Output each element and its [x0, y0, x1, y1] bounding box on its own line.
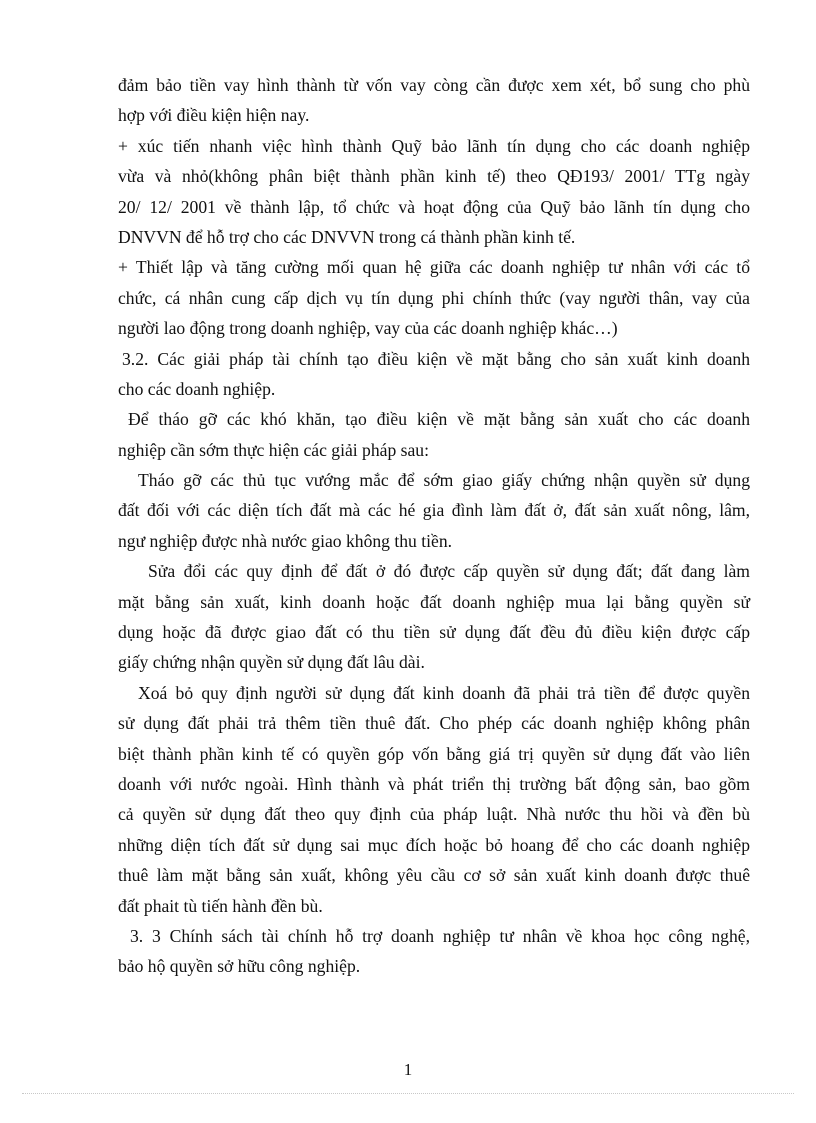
text-line: 3. 3 Chính sách tài chính hỗ trợ doanh nghiệp tư nhân về khoa học công nghệ, [130, 925, 750, 946]
text-line: Sửa đổi các quy định để đất ở đó được cấp quyền sử dụng đất; đất đang làm [148, 561, 750, 582]
body-text [118, 70, 750, 982]
text-line: bảo hộ quyền sở hữu công nghiệp. [118, 956, 361, 977]
text-line: cả quyền sử dụng đất theo quy định của pháp luật. Nhà nước thu hồi và đền bù [118, 804, 750, 825]
text-line: giấy chứng nhận quyền sử dụng đất lâu dài. [118, 652, 425, 673]
text-line: + xúc tiến nhanh việc hình thành Quỹ bảo lãnh tín dụng cho các doanh nghiệp [118, 135, 750, 156]
footer-divider [22, 1093, 794, 1094]
text-line: biệt thành phần kinh tế có quyền góp vốn bằng giá trị quyền sử dụng đất vào liên [118, 743, 750, 764]
text-line: + Thiết lập và tăng cường mối quan hệ giữa các doanh nghiệp tư nhân với các tổ [118, 257, 750, 278]
text-line: hợp với điều kiện hiện nay. [118, 105, 310, 126]
text-line: ngư nghiệp được nhà nước giao không thu tiền. [118, 530, 453, 551]
text-line: vừa và nhỏ(không phân biệt thành phần kinh tế) theo QĐ193/ 2001/ TTg ngày [118, 166, 750, 187]
text-line: Tháo gỡ các thủ tục vướng mắc để sớm giao giấy chứng nhận quyền sử dụng [138, 470, 750, 491]
text-line: mặt bằng sản xuất, kinh doanh hoặc đất doanh nghiệp mua lại bằng quyền sử [118, 591, 750, 612]
text-line: người lao động trong doanh nghiệp, vay của các doanh nghiệp khác…) [118, 318, 618, 339]
text-line: những diện tích đất sử dụng sai mục đích hoặc bỏ hoang để cho các doanh nghiệp [118, 834, 750, 855]
text-line: cho các doanh nghiệp. [118, 378, 276, 399]
page-number: 1 [403, 1060, 413, 1079]
text-line: đất phait tù tiến hành đền bù. [118, 895, 323, 916]
text-line: doanh với nước ngoài. Hình thành và phát triển thị trường bất động sản, bao gồm [118, 773, 750, 794]
text-line: thuê làm mặt bằng sản xuất, không yêu cầu cơ sở sản xuất kinh doanh được thuê [118, 865, 750, 886]
text-line: đất đối với các diện tích đất mà các hé gia đình làm đất ở, đất sản xuất nông, lâm, [118, 500, 750, 521]
text-line: DNVVN để hỗ trợ cho các DNVVN trong cá thành phần kinh tế. [118, 226, 576, 247]
text-line: dụng hoặc đã được giao đất có thu tiền sử dụng đất đều đủ điều kiện được cấp [118, 622, 750, 643]
text-line: đảm bảo tiền vay hình thành từ vốn vay còng cần được xem xét, bổ sung cho phù [118, 75, 750, 95]
text-line: 20/ 12/ 2001 về thành lập, tổ chức và hoạt động của Quỹ bảo lãnh tín dụng cho [118, 196, 750, 217]
text-line: nghiệp cần sớm thực hiện các giải pháp sau: [118, 439, 429, 460]
text-line: chức, cá nhân cung cấp dịch vụ tín dụng phi chính thức (vay người thân, vay của [118, 287, 750, 308]
text-line: Xoá bỏ quy định người sử dụng đất kinh doanh đã phải trả tiền để được quyền [138, 682, 750, 703]
text-line: Để tháo gỡ các khó khăn, tạo điều kiện về mặt bằng sản xuất cho các doanh [128, 409, 750, 430]
text-line: sử dụng đất phải trả thêm tiền thuê đất. Cho phép các doanh nghiệp không phân [118, 713, 750, 734]
text-line: 3.2. Các giải pháp tài chính tạo điều kiện về mặt bằng cho sản xuất kinh doanh [122, 348, 750, 369]
